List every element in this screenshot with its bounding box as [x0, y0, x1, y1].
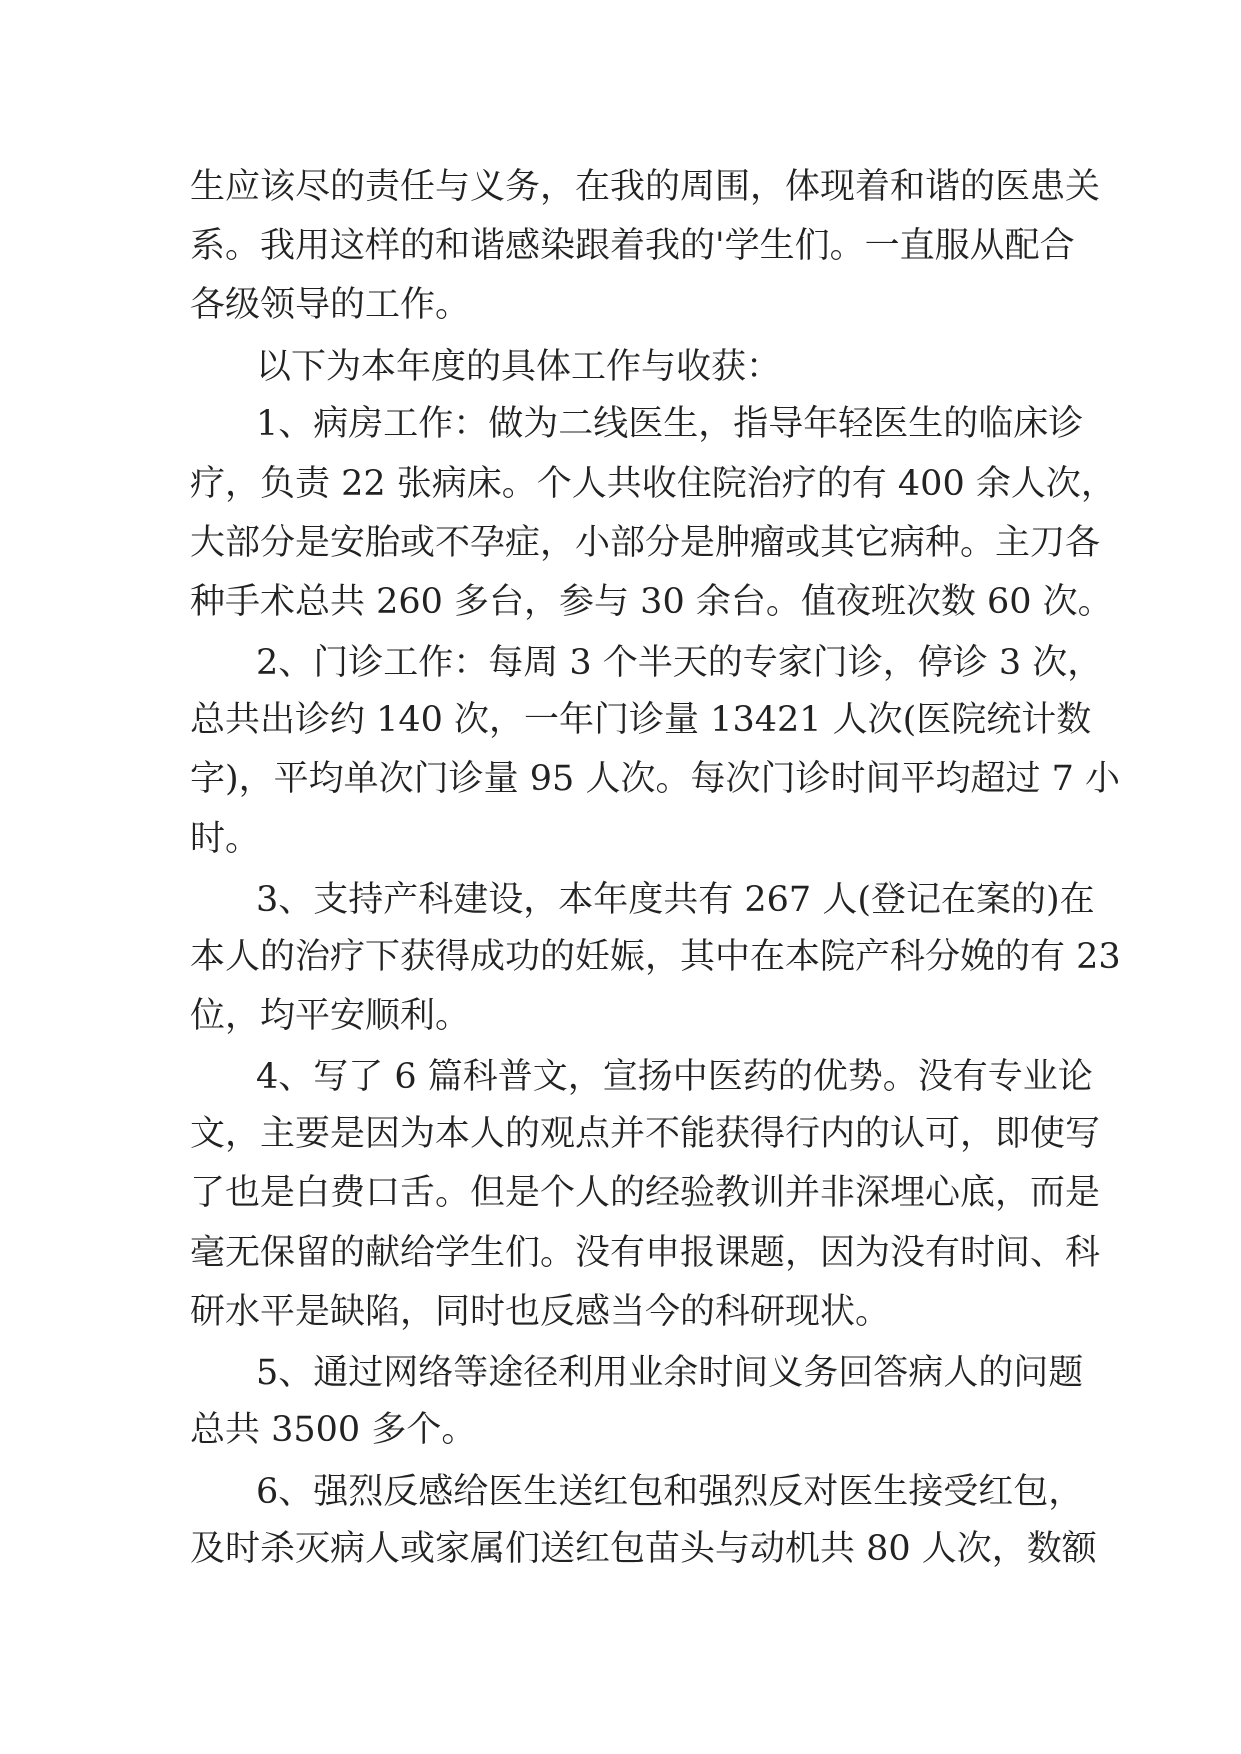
text-line: 字)，平均单次门诊量 95 人次。每次门诊时间平均超过 7 小 [190, 759, 1120, 799]
text-line: 本人的治疗下获得成功的妊娠，其中在本院产科分娩的有 23 [190, 937, 1121, 977]
text-line: 4、写了 6 篇科普文，宣扬中医药的优势。没有专业论 [256, 1057, 1093, 1097]
text-line: 系。我用这样的和谐感染跟着我的'学生们。一直服从配合 [190, 226, 1075, 266]
text-line: 种手术总共 260 多台，参与 30 余台。值夜班次数 60 次。 [190, 582, 1113, 622]
text-line: 总共出诊约 140 次，一年门诊量 13421 人次(医院统计数 [190, 700, 1092, 740]
text-line: 生应该尽的责任与义务，在我的周围，体现着和谐的医患关 [190, 167, 1101, 207]
text-line: 了也是白费口舌。但是个人的经验教训并非深埋心底，而是 [190, 1173, 1101, 1213]
text-line: 1、病房工作：做为二线医生，指导年轻医生的临床诊 [256, 404, 1084, 444]
text-line: 位，均平安顺利。 [190, 996, 471, 1036]
text-line: 5、通过网络等途径利用业余时间义务回答病人的问题 [256, 1353, 1084, 1393]
text-line: 大部分是安胎或不孕症，小部分是肿瘤或其它病种。主刀各 [190, 523, 1101, 563]
text-line: 2、门诊工作：每周 3 个半天的专家门诊，停诊 3 次， [256, 643, 1103, 683]
text-line: 3、支持产科建设，本年度共有 267 人(登记在案的)在 [256, 880, 1095, 920]
text-line: 疗，负责 22 张病床。个人共收住院治疗的有 400 余人次， [190, 464, 1116, 504]
text-line: 毫无保留的献给学生们。没有申报课题，因为没有时间、科 [190, 1233, 1101, 1273]
text-line: 时。 [190, 819, 261, 859]
text-line: 研水平是缺陷，同时也反感当今的科研现状。 [190, 1292, 891, 1332]
text-line: 文，主要是因为本人的观点并不能获得行内的认可，即使写 [190, 1114, 1101, 1154]
text-line: 总共 3500 多个。 [190, 1410, 477, 1450]
text-line: 以下为本年度的具体工作与收获： [256, 347, 782, 387]
text-line: 各级领导的工作。 [190, 285, 471, 325]
text-line: 及时杀灭病人或家属们送红包苗头与动机共 80 人次，数额 [190, 1529, 1097, 1569]
text-line: 6、强烈反感给医生送红包和强烈反对医生接受红包， [256, 1472, 1084, 1512]
